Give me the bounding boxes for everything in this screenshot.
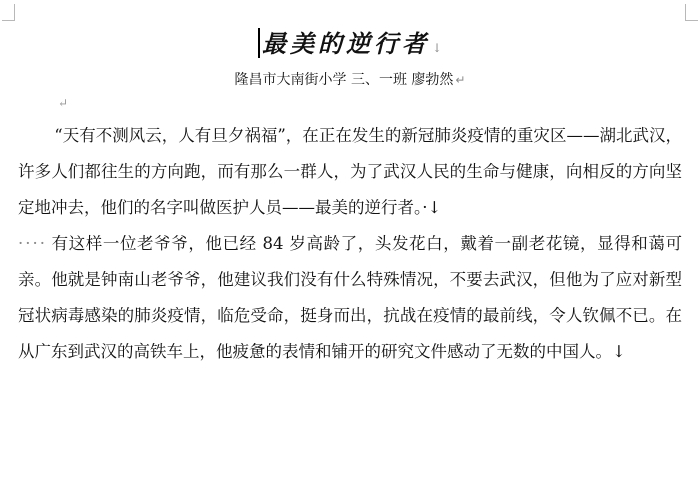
document-title-row[interactable]	[0, 28, 700, 64]
body-paragraph-2[interactable]	[18, 226, 682, 370]
empty-paragraph-mark: ↵	[58, 96, 69, 110]
document-body[interactable]	[18, 118, 682, 370]
page-corner-marker-right	[685, 4, 698, 21]
body-paragraph-1[interactable]	[18, 118, 682, 226]
line-break-mark: ↵	[455, 73, 466, 87]
document-title[interactable]: 最美的逆行者	[261, 29, 430, 58]
leading-space-marks: ····	[18, 234, 47, 253]
body-paragraph-1-text[interactable]: “天有不测风云，人有旦夕祸福”，在正在发生的新冠肺炎疫情的重灾区——湖北武汉，许多人们都往生的方向跑，而有那么一群人，为了武汉人民的生命与健康，向相反的方向坚定地冲去，他们的名字叫做医护人员——最美的逆行者。·↓	[18, 126, 682, 217]
page-corner-marker-left	[2, 4, 15, 21]
body-paragraph-2-text[interactable]: 有这样一位老爷爷，他已经 84 岁高龄了，头发花白，戴着一副老花镜，显得和蔼可亲。他就是钟南山老爷爷，他建议我们没有什么特殊情况，不要去武汉，但他为了应对新型冠状病毒感染的肺炎疫情，临危受命，挺身而出，抗战在疫情的最前线，令人钦佩不已。在从广东到武汉的高铁车上，他疲惫的表情和铺开的研究文件感动了无数的中国人。↓	[18, 234, 682, 361]
author-line[interactable]	[0, 70, 700, 90]
author-info[interactable]: 隆昌市大南街小学 三、一班 廖勃然	[234, 72, 454, 88]
text-cursor	[258, 28, 260, 58]
paragraph-mark: ↓	[431, 41, 443, 55]
